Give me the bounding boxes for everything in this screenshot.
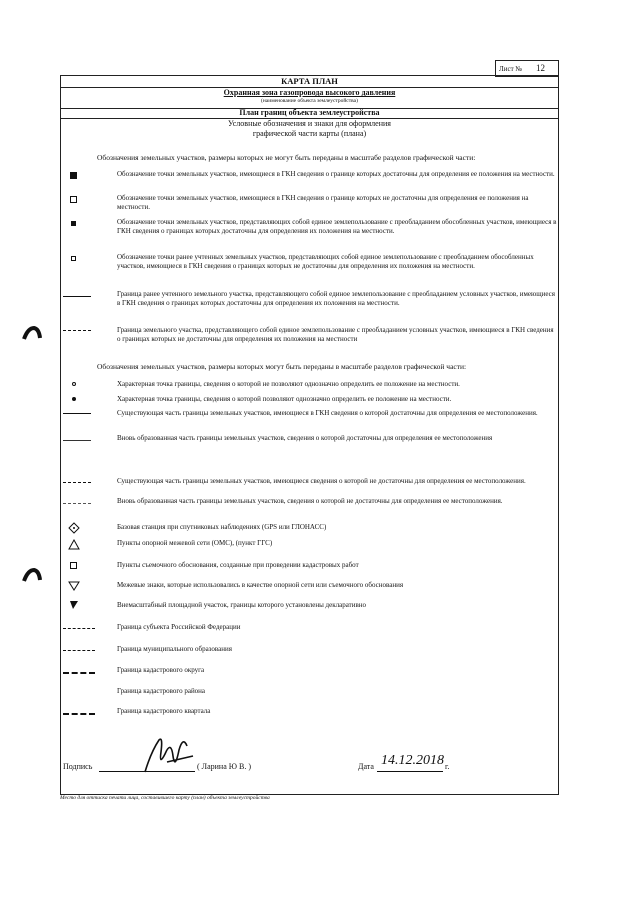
document-frame: [60, 75, 559, 795]
bold-dashed-line-symbol: [63, 713, 95, 715]
footer-stamp-note: Место для оттиска печати лица, составившего карту (план) объекта землеустройства: [60, 795, 270, 801]
legend-item: Внемасштабный площадной участок, границы которого установлены декларативно: [117, 601, 367, 609]
legend-item: Обозначение точки ранее учтенных земельных участков, представляющих собой единое землепользование с преобладанием обособленных участков, имеющиеся в ГКН сведения о границах которых не достаточны для определения их положения на местности.: [117, 253, 534, 270]
light-dashed-line-symbol: [63, 503, 91, 504]
legend-item: Межевые знаки, которые использовались в качестве опорной сети или съемочного обоснования: [117, 581, 404, 589]
legend-item: Обозначение точки земельных участков, представляющих собой единое землепользование с преобладанием обособленных участков, имеющиеся в ГКН сведения о границах которых достаточны для определения их положения на местности.: [117, 218, 557, 235]
legend-item: Граница кадастрового района: [117, 687, 206, 695]
legend-item: Пункты съемочного обоснования, созданные при проведении кадастровых работ: [117, 561, 359, 569]
inverted-triangle-icon: [68, 581, 80, 591]
legend-item: Вновь образованная часть границы земельных участков, сведения о которой достаточны для определения ее местоположения: [117, 434, 493, 442]
sheet-label: Лист №: [499, 65, 523, 73]
date-label: Дата: [358, 762, 374, 771]
legend-item: Граница кадастрового округа: [117, 666, 205, 674]
solid-line-symbol: [63, 413, 91, 414]
legend-item: Граница муниципального образования: [117, 645, 232, 653]
legend-item: Существующая часть границы земельных участков, имеющиеся сведения о которой не достаточны для определения ее местоположения.: [117, 477, 526, 485]
triangle-icon: [68, 539, 80, 550]
legend-title: Условные обозначения и знаки для оформления графической части карты (плана): [228, 119, 391, 138]
section-title: План границ объекта землеустройства: [61, 108, 558, 119]
object-name-row: [61, 87, 558, 109]
legend-item: Характерная точка границы, сведения о которой не позволяют однозначно определить ее положение на местности.: [117, 380, 460, 388]
dashed-line-symbol: [63, 330, 91, 331]
dash-dot-line-symbol: [63, 650, 95, 651]
diamond-circle-icon: [68, 522, 80, 534]
legend-item: Граница земельного участка, представляющего собой единое землепользование с преобладанием условных участков, имеющиеся в ГКН сведения о границах которых не достаточны для определения их положения на местности: [117, 326, 554, 343]
legend-item: Базовая станция при спутниковых наблюдениях (GPS или ГЛОНАСС): [117, 523, 327, 531]
legend-item: Обозначение точки земельных участков, имеющиеся в ГКН сведения о границе которых достаточны для определения ее положения на местности.: [117, 170, 555, 178]
binder-mark: [22, 568, 42, 582]
section1-title: Обозначения земельных участков, размеры которых не могут быть переданы в масштабе разделов графической части:: [97, 153, 476, 162]
open-square-icon: [70, 562, 77, 569]
date-value: 14.12.2018: [381, 753, 444, 768]
signer-name: ( Ларина Ю В. ): [197, 762, 251, 771]
sheet-number: 12: [536, 63, 545, 73]
binder-mark: [22, 326, 42, 340]
filled-square-icon: [70, 172, 77, 179]
handwritten-signature: [137, 732, 197, 782]
legend-item: Обозначение точки земельных участков, имеющиеся в ГКН сведения о границе которых не достаточны для определения ее положения на местности.: [117, 194, 529, 211]
bold-dashed-line-symbol: [63, 672, 95, 674]
date-line: [377, 771, 443, 772]
legend-item: Пункты опорной межевой сети (ОМС), (пункт ГГС): [117, 539, 273, 547]
open-square-icon: [70, 196, 77, 203]
legend-item: Граница субъекта Российской Федерации: [117, 623, 241, 631]
flag-icon: [69, 600, 79, 610]
legend-item: Вновь образованная часть границы земельных участков, сведения о которой не достаточны для определения ее местоположения.: [117, 497, 503, 505]
thin-line-symbol: [63, 440, 91, 441]
filled-circle-icon: [72, 397, 76, 401]
small-filled-square-icon: [71, 221, 76, 226]
dashed-line-symbol: [63, 482, 91, 483]
legend-item: Граница ранее учтенного земельного участка, представляющего собой единое землепользование с преобладанием условных участков, имеющиеся в ГКН сведения о границах которых достаточны для определения их положения на местности.: [117, 290, 555, 307]
small-open-square-icon: [71, 256, 76, 261]
legend-item: Существующая часть границы земельных участков, имеющиеся в ГКН сведения о которой достаточны для определения ее местоположения.: [117, 409, 538, 417]
signature-label: Подпись: [63, 762, 93, 771]
year-suffix: г.: [445, 762, 450, 771]
document-title: КАРТА ПЛАН: [61, 76, 558, 88]
object-caption: (наименование объекта землеустройства): [261, 98, 358, 104]
dash-dot-line-symbol: [63, 628, 95, 629]
section2-title: Обозначения земельных участков, размеры которых могут быть переданы в масштабе разделов графической части:: [97, 362, 467, 371]
open-circle-icon: [72, 382, 76, 386]
object-name: Охранная зона газопровода высокого давления: [223, 88, 396, 97]
legend-item: Граница кадастрового квартала: [117, 707, 211, 715]
legend-item: Характерная точка границы, сведения о которой позволяют однозначно определить ее положение на местности.: [117, 395, 452, 403]
solid-line-symbol: [63, 296, 91, 297]
